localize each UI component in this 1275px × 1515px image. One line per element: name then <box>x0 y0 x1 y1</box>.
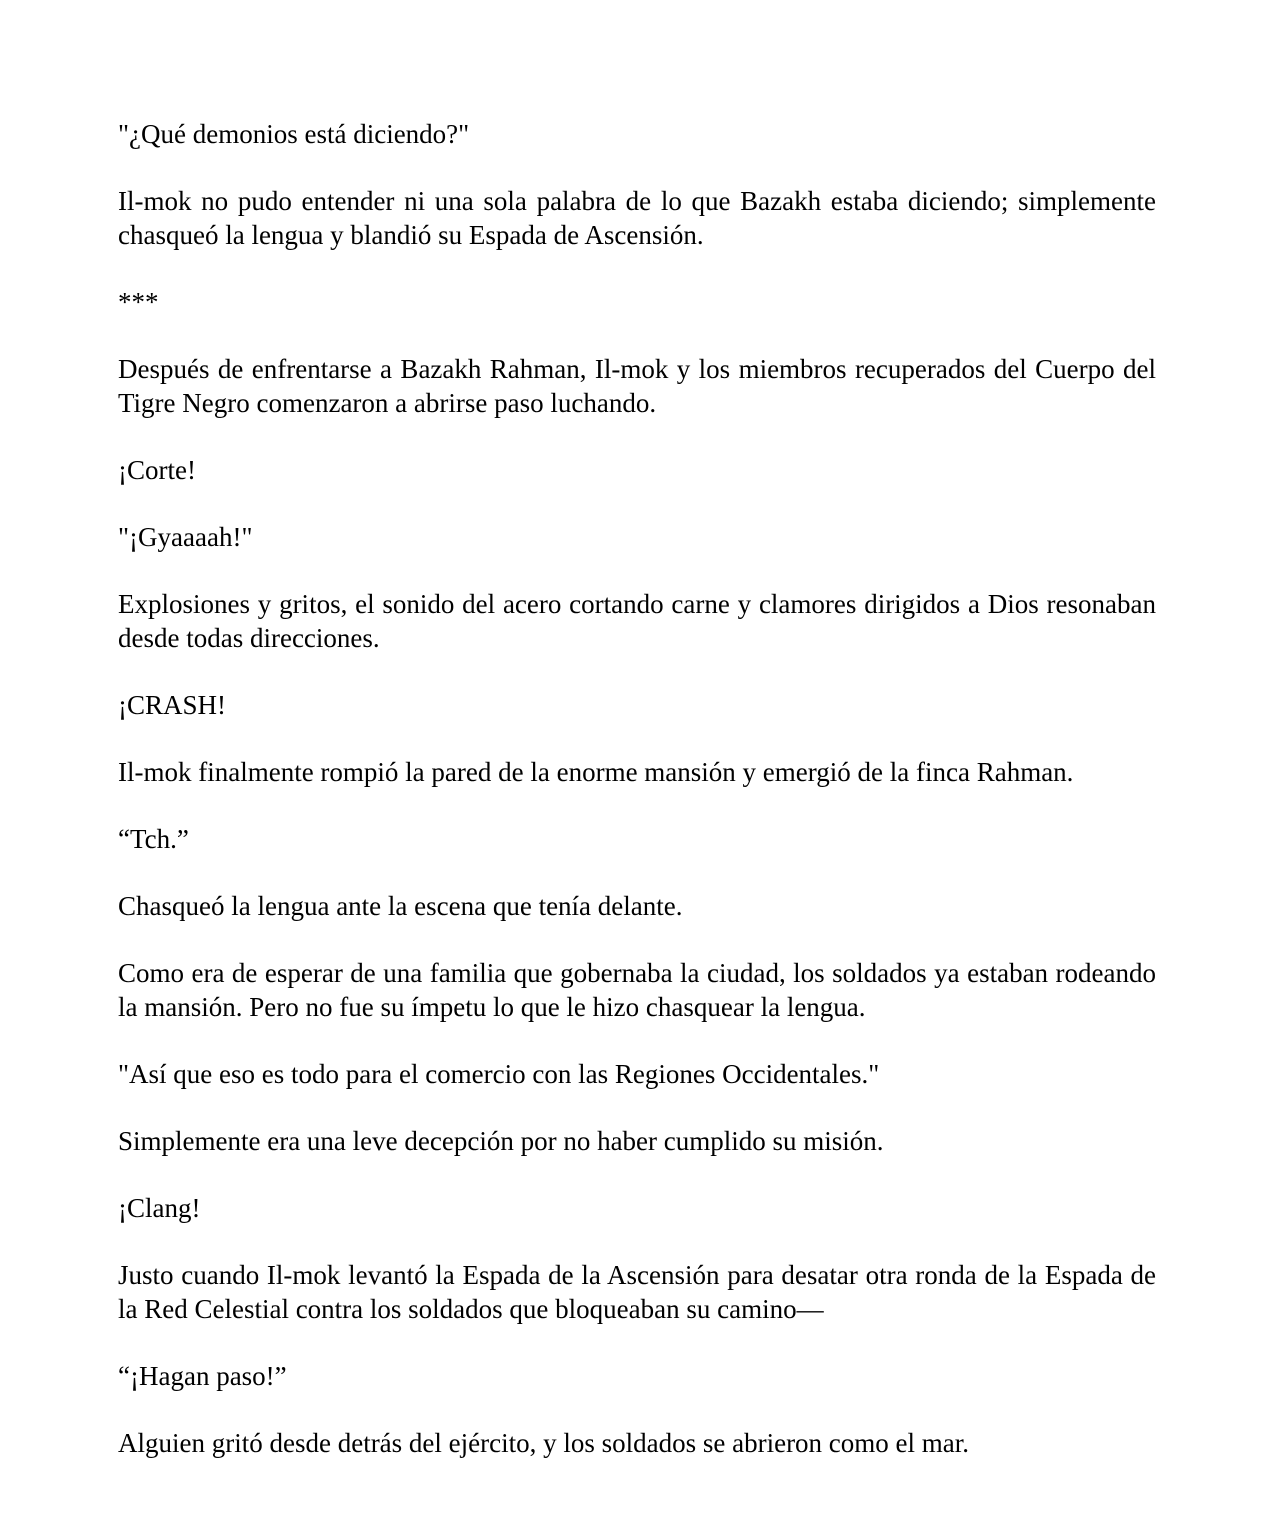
paragraph: Simplemente era una leve decepción por no haber cumplido su misión. <box>118 1126 884 1156</box>
paragraph: Chasqueó la lengua ante la escena que tenía delante. <box>118 891 683 921</box>
paragraph: "¿Qué demonios está diciendo?" <box>118 119 470 149</box>
paragraph: Justo cuando Il-mok levantó la Espada de la Ascensión para desatar otra ronda de la Espada de la Red Celestial contra los soldados que bloqueaban su camino— <box>118 1260 1156 1324</box>
paragraph: Explosiones y gritos, el sonido del acero cortando carne y clamores dirigidos a Dios resonaban desde todas direcciones. <box>118 589 1156 653</box>
scene-break: *** <box>118 287 159 317</box>
paragraph: ¡CRASH! <box>118 690 227 720</box>
paragraph: Después de enfrentarse a Bazakh Rahman, Il-mok y los miembros recuperados del Cuerpo del Tigre Negro comenzaron a abrirse paso luchando. <box>118 354 1156 418</box>
paragraph: ¡Corte! <box>118 455 196 485</box>
document-page <box>118 117 1156 1493</box>
paragraph: “¡Hagan paso!” <box>118 1361 287 1391</box>
paragraph: Il-mok finalmente rompió la pared de la enorme mansión y emergió de la finca Rahman. <box>118 757 1074 787</box>
paragraph: Como era de esperar de una familia que gobernaba la ciudad, los soldados ya estaban rodeando la mansión. Pero no fue su ímpetu lo que le hizo chasquear la lengua. <box>118 958 1156 1022</box>
paragraph: Alguien gritó desde detrás del ejército, y los soldados se abrieron como el mar. <box>118 1428 970 1458</box>
paragraph: Il-mok no pudo entender ni una sola palabra de lo que Bazakh estaba diciendo; simplemente chasqueó la lengua y blandió su Espada de Ascensión. <box>118 186 1156 250</box>
paragraph: "¡Gyaaaah!" <box>118 522 253 552</box>
paragraph: ¡Clang! <box>118 1193 201 1223</box>
paragraph: “Tch.” <box>118 824 189 854</box>
paragraph: "Así que eso es todo para el comercio con las Regiones Occidentales." <box>118 1059 880 1089</box>
